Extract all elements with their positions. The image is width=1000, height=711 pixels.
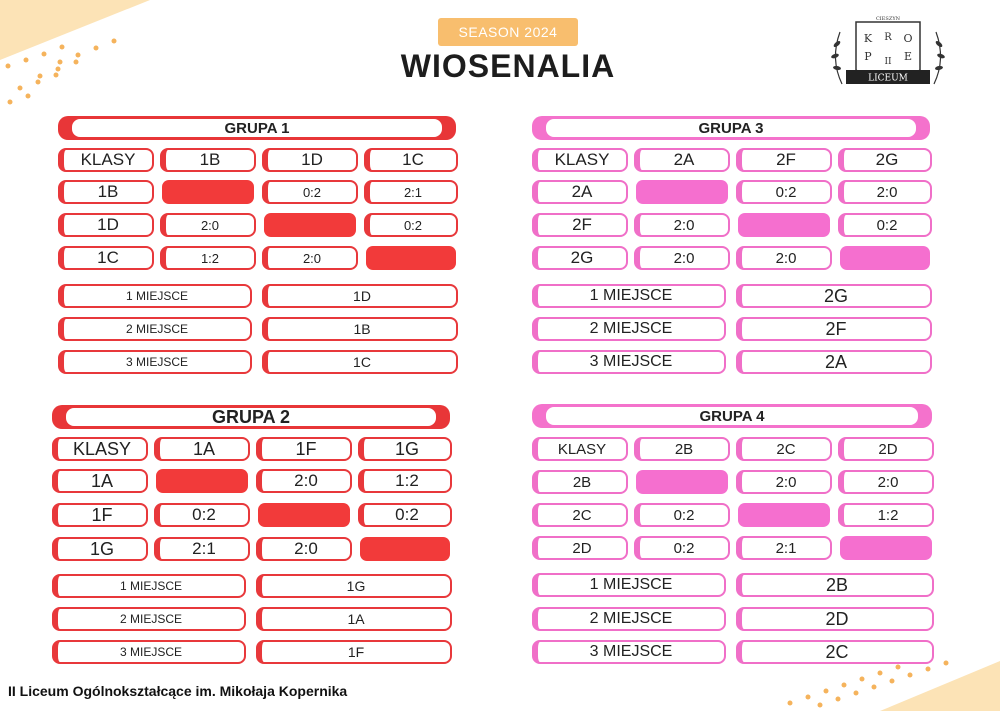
row-team-label: 1A — [52, 469, 148, 493]
decorative-dots-top-left — [0, 0, 150, 120]
standing-team: 2G — [736, 284, 932, 308]
match-result-cell: 0:2 — [262, 180, 358, 204]
row-team-label: 1C — [58, 246, 154, 270]
standing-place-label: 2 MIEJSCE — [52, 607, 246, 631]
group-title: GRUPA 2 — [66, 408, 436, 426]
page-title: WIOSENALIA — [400, 48, 616, 84]
match-result-cell: 2:0 — [160, 213, 256, 237]
row-team-label: 1G — [52, 537, 148, 561]
match-result-cell: 2:0 — [736, 246, 832, 270]
match-result-cell: 0:2 — [364, 213, 458, 237]
row-team-label: 2D — [532, 536, 628, 560]
column-header-team: 1D — [262, 148, 358, 172]
column-header-klasy: KLASY — [58, 148, 154, 172]
match-result-cell: 2:1 — [154, 537, 250, 561]
match-result-cell: 2:0 — [736, 470, 832, 494]
standing-team: 1C — [262, 350, 458, 374]
self-match-cell — [840, 246, 930, 270]
row-team-label: 1D — [58, 213, 154, 237]
column-header-klasy: KLASY — [52, 437, 148, 461]
standing-team: 2D — [736, 607, 934, 631]
self-match-cell — [840, 536, 932, 560]
group-header — [58, 116, 456, 140]
group-title: GRUPA 4 — [546, 407, 918, 425]
self-match-cell — [162, 180, 254, 204]
standing-team: 2C — [736, 640, 934, 664]
match-result-cell: 2:0 — [634, 246, 730, 270]
group-header — [532, 404, 932, 428]
self-match-cell — [738, 503, 830, 527]
standing-team: 1D — [262, 284, 458, 308]
row-team-label: 1F — [52, 503, 148, 527]
column-header-klasy: KLASY — [532, 148, 628, 172]
logo-bottom-text: LICEUM — [868, 73, 908, 84]
column-header-team: 1F — [256, 437, 352, 461]
standing-place-label: 1 MIEJSCE — [532, 284, 726, 308]
column-header-team: 2C — [736, 437, 832, 461]
standing-team: 1A — [256, 607, 452, 631]
self-match-cell — [636, 180, 728, 204]
group-header — [532, 116, 930, 140]
standing-place-label: 1 MIEJSCE — [58, 284, 252, 308]
column-header-team: 1A — [154, 437, 250, 461]
standing-team: 2A — [736, 350, 932, 374]
standing-place-label: 3 MIEJSCE — [532, 640, 726, 664]
standing-place-label: 3 MIEJSCE — [58, 350, 252, 374]
logo-numeral: II — [884, 57, 892, 67]
standing-place-label: 1 MIEJSCE — [532, 573, 726, 597]
logo-letter-r: R — [884, 32, 892, 43]
row-team-label: 2F — [532, 213, 628, 237]
match-result-cell: 0:2 — [634, 503, 730, 527]
match-result-cell: 2:0 — [838, 180, 932, 204]
footer-school-name: II Liceum Ogólnokształcące im. Mikołaja Kopernika — [8, 683, 348, 699]
logo-letter-k: K — [863, 32, 873, 45]
match-result-cell: 0:2 — [838, 213, 932, 237]
standing-team: 1G — [256, 574, 452, 598]
standing-place-label: 2 MIEJSCE — [532, 317, 726, 341]
standing-place-label: 1 MIEJSCE — [52, 574, 246, 598]
standing-team: 1B — [262, 317, 458, 341]
self-match-cell — [264, 213, 356, 237]
match-result-cell: 2:1 — [736, 536, 832, 560]
match-result-cell: 0:2 — [634, 536, 730, 560]
match-result-cell: 2:0 — [634, 213, 730, 237]
row-team-label: 2A — [532, 180, 628, 204]
logo-top-text: CIESZYN — [875, 16, 901, 22]
school-logo — [828, 14, 948, 99]
column-header-team: 2G — [838, 148, 932, 172]
standing-place-label: 3 MIEJSCE — [532, 350, 726, 374]
standing-place-label: 2 MIEJSCE — [58, 317, 252, 341]
self-match-cell — [738, 213, 830, 237]
row-team-label: 2C — [532, 503, 628, 527]
match-result-cell: 0:2 — [154, 503, 250, 527]
match-result-cell: 2:0 — [838, 470, 934, 494]
logo-letter-p: P — [864, 50, 872, 63]
match-result-cell: 2:1 — [364, 180, 458, 204]
column-header-team: 1G — [358, 437, 452, 461]
logo-letter-e: E — [903, 50, 913, 63]
match-result-cell: 1:2 — [160, 246, 256, 270]
standing-place-label: 3 MIEJSCE — [52, 640, 246, 664]
match-result-cell: 0:2 — [736, 180, 832, 204]
standing-team: 2F — [736, 317, 932, 341]
self-match-cell — [636, 470, 728, 494]
column-header-team: 2D — [838, 437, 934, 461]
column-header-team: 1B — [160, 148, 256, 172]
match-result-cell: 2:0 — [256, 537, 352, 561]
match-result-cell: 2:0 — [262, 246, 358, 270]
standing-team: 1F — [256, 640, 452, 664]
self-match-cell — [366, 246, 456, 270]
standing-team: 2B — [736, 573, 934, 597]
season-badge: SEASON 2024 — [438, 18, 578, 46]
self-match-cell — [360, 537, 450, 561]
column-header-team: 2A — [634, 148, 730, 172]
row-team-label: 1B — [58, 180, 154, 204]
self-match-cell — [258, 503, 350, 527]
self-match-cell — [156, 469, 248, 493]
match-result-cell: 1:2 — [358, 469, 452, 493]
column-header-klasy: KLASY — [532, 437, 628, 461]
group-header — [52, 405, 450, 429]
column-header-team: 2B — [634, 437, 730, 461]
column-header-team: 2F — [736, 148, 832, 172]
match-result-cell: 0:2 — [358, 503, 452, 527]
row-team-label: 2G — [532, 246, 628, 270]
logo-letter-o: O — [903, 32, 913, 45]
group-title: GRUPA 1 — [72, 119, 442, 137]
match-result-cell: 1:2 — [838, 503, 934, 527]
group-title: GRUPA 3 — [546, 119, 916, 137]
standing-place-label: 2 MIEJSCE — [532, 607, 726, 631]
match-result-cell: 2:0 — [256, 469, 352, 493]
column-header-team: 1C — [364, 148, 458, 172]
row-team-label: 2B — [532, 470, 628, 494]
